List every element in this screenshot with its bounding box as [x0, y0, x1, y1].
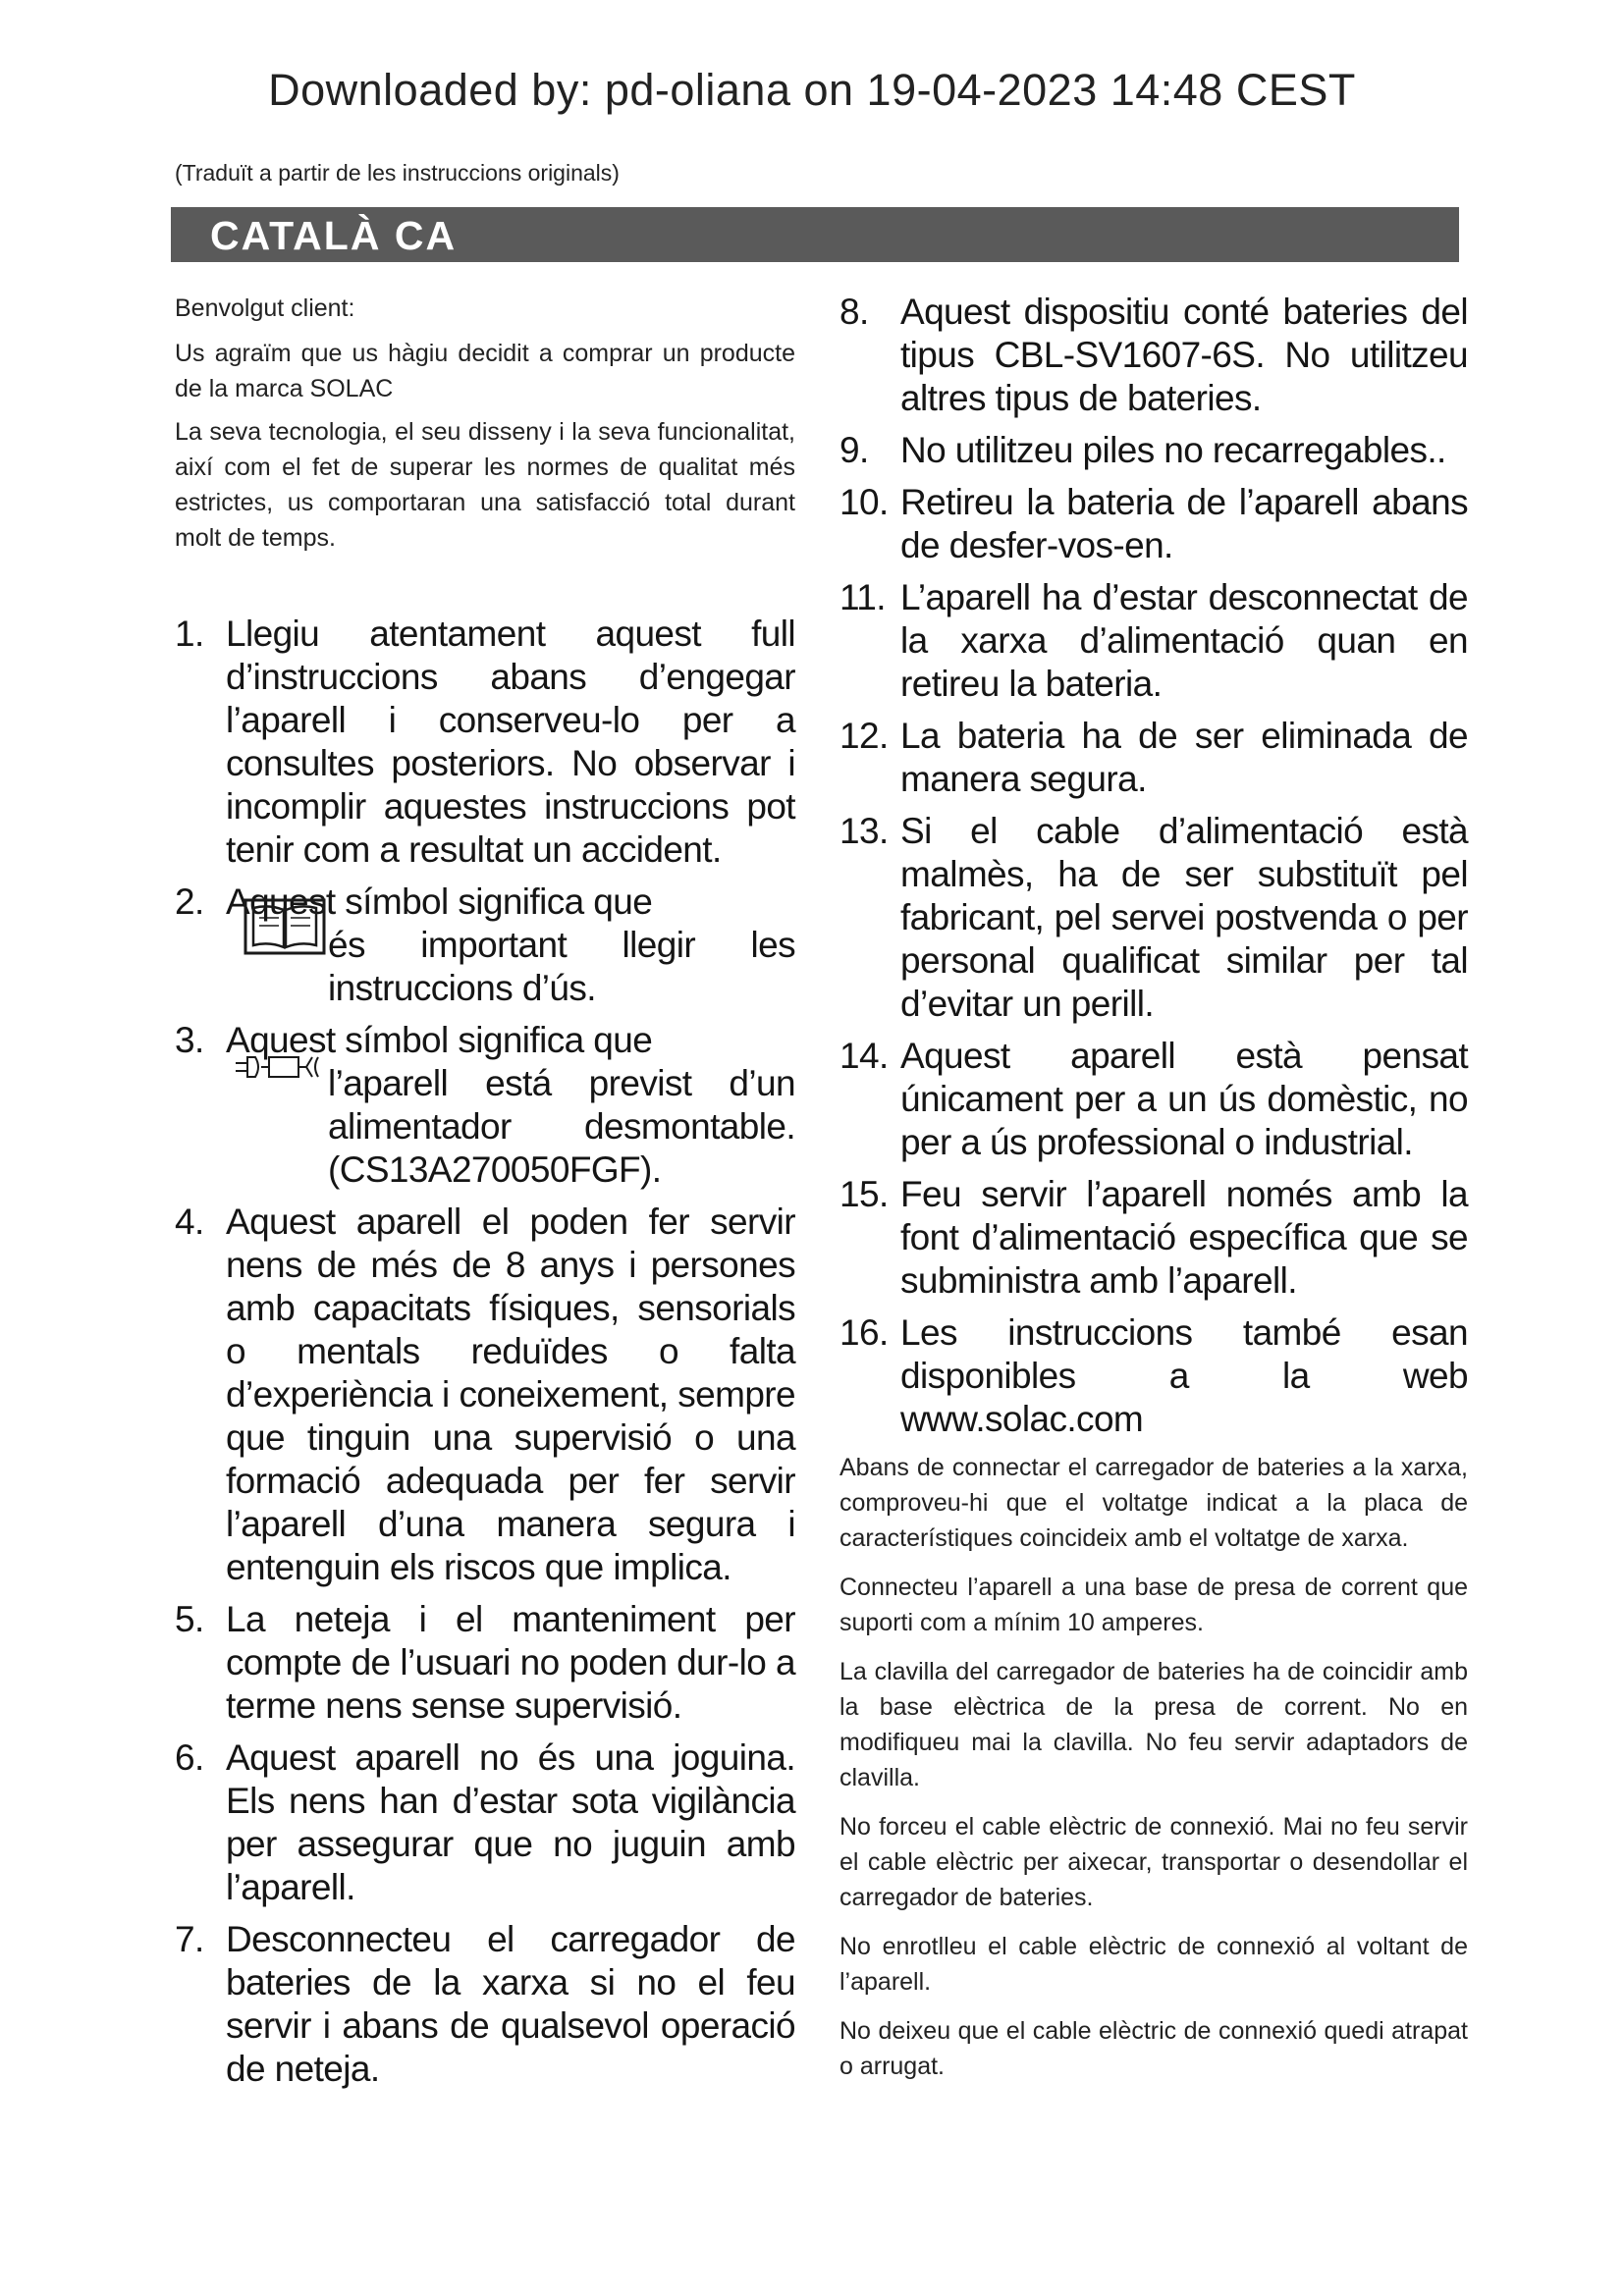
rule-text: l’aparell está previst d’un alimentador desmontable. (CS13A270050FGF). [328, 1063, 795, 1190]
rule-number: 8. [839, 292, 869, 332]
rule-text: Retireu la bateria de l’aparell abans de desfer-vos-en. [900, 482, 1468, 565]
rule-item [175, 1019, 795, 1192]
intro-paragraph: Us agraïm que us hàgiu decidit a comprar un producte de la marca SOLAC [175, 340, 795, 402]
rule-text: és important llegir les instruccions d’ús. [328, 925, 795, 1008]
rule-text: Llegiu atentament aquest full d’instruccions abans d’engegar l’aparell i conserveu-lo per a consultes posteriors. No observar i incomplir aquestes instruccions pot tenir com a resultat un accident. [226, 614, 795, 870]
rule-text: Aquest dispositiu conté bateries del tipus CBL-SV1607-6S. No utilitzeu altres tipus de bateries. [900, 292, 1468, 418]
note-paragraph: La clavilla del carregador de bateries ha de coincidir amb la base elèctrica de la presa de corrent. No en modifiqueu mai la clavilla. No feu servir adaptadors de clavilla. [839, 1658, 1468, 1791]
note-paragraph: Abans de connectar el carregador de bateries a la xarxa, comproveu-hi que el voltatge indicat a la placa de característiques coincideix amb el voltatge de xarxa. [839, 1454, 1468, 1552]
rules-list-left [175, 613, 795, 2091]
notes [839, 1450, 1468, 2084]
rule-number: 14. [839, 1036, 889, 1076]
rule-item [175, 1201, 795, 1589]
rule-item [175, 613, 795, 872]
intro-greeting: Benvolgut client: [175, 294, 355, 322]
rule-item [839, 576, 1468, 706]
rules-list-right [839, 291, 1468, 1441]
rule-text: Aquest símbol significa que [226, 881, 653, 922]
rule-text: La neteja i el manteniment per compte de l’usuari no poden dur-lo a terme nens sense supervisió. [226, 1599, 795, 1726]
rule-text: La bateria ha de ser eliminada de manera segura. [900, 716, 1468, 799]
rule-number: 7. [175, 1919, 204, 1959]
rule-text: No utilitzeu piles no recarregables.. [900, 430, 1446, 470]
rule-text: Desconnecteu el carregador de bateries de la xarxa si no el feu servir i abans de qualsevol operació de neteja. [226, 1919, 795, 2089]
rule-number: 1. [175, 614, 204, 654]
rule-number: 3. [175, 1020, 204, 1060]
rule-item [839, 1311, 1468, 1441]
note-paragraph: No deixeu que el cable elèctric de connexió quedi atrapat o arrugat. [839, 2017, 1468, 2080]
note-paragraph: No forceu el cable elèctric de connexió. Mai no feu servir el cable elèctric per aixecar, transportar o desendollar el carregador de bateries. [839, 1813, 1468, 1911]
rule-text: Feu servir l’aparell només amb la font d’alimentació específica que se subministra amb l’aparell. [900, 1174, 1468, 1301]
rule-text: Aquest símbol significa que [226, 1020, 653, 1060]
rule-item [175, 881, 795, 1010]
rule-number: 15. [839, 1174, 889, 1214]
intro [175, 291, 795, 556]
note-paragraph: Connecteu l’aparell a una base de presa de corrent que suporti com a mínim 10 amperes. [839, 1574, 1468, 1636]
rule-item [839, 1035, 1468, 1164]
rule-text: Aquest aparell està pensat únicament per a un ús domèstic, no per a ús professional o industrial. [900, 1036, 1468, 1162]
rule-text: Aquest aparell no és una joguina. Els nens han d’estar sota vigilància per assegurar que no juguin amb l’aparell. [226, 1737, 795, 1907]
rule-item [839, 481, 1468, 567]
detachable-power-supply-icon [234, 1048, 330, 1092]
section-title: CATALÀ CA [210, 213, 458, 258]
rule-number: 13. [839, 811, 889, 851]
rule-number: 16. [839, 1312, 889, 1353]
rule-number: 2. [175, 881, 204, 922]
translation-note: (Traduït a partir de les instruccions originals) [175, 160, 620, 186]
note-paragraph: No enrotlleu el cable elèctric de connexió al voltant de l’aparell. [839, 1933, 1468, 1996]
left-column [175, 291, 795, 2100]
rule-text: Les instruccions també esan disponibles a la web www.solac.com [900, 1312, 1468, 1439]
download-info: Downloaded by: pd-oliana on 19-04-2023 14:48 CEST [268, 65, 1356, 115]
rule-item [175, 1736, 795, 1909]
rule-number: 4. [175, 1201, 204, 1242]
right-column [839, 291, 1468, 2098]
rule-text: Si el cable d’alimentació està malmès, ha de ser substituït pel fabricant, pel servei postvenda o per personal qualificat similar per tal d’evitar un perill. [900, 811, 1468, 1024]
rule-item [175, 1918, 795, 2091]
section-title-bar [171, 207, 1459, 262]
book-icon [244, 898, 326, 965]
intro-paragraph: La seva tecnologia, el seu disseny i la seva funcionalitat, així com el fet de superar les normes de qualitat més estrictes, us comportaran una satisfacció total durant molt de temps. [175, 418, 795, 552]
rule-number: 12. [839, 716, 889, 756]
rule-text: Aquest aparell el poden fer servir nens de més de 8 anys i persones amb capacitats físiques, sensorials o mentals reduïdes o falta d’experiència i coneixement, sempre que tinguin una supervisió o una formació adequada per fer servir l’aparell d’una manera segura i entenguin els riscos que implica. [226, 1201, 795, 1587]
rule-item [839, 1173, 1468, 1303]
rule-number: 5. [175, 1599, 204, 1639]
rule-item [839, 429, 1468, 472]
rule-item [175, 1598, 795, 1728]
rule-number: 9. [839, 430, 869, 470]
rule-item [839, 715, 1468, 801]
rule-number: 11. [839, 577, 886, 617]
rule-item [839, 291, 1468, 420]
rule-number: 6. [175, 1737, 204, 1778]
rule-number: 10. [839, 482, 889, 522]
rule-item [839, 810, 1468, 1026]
rule-text: L’aparell ha d’estar desconnectat de la xarxa d’alimentació quan en retireu la bateria. [900, 577, 1468, 704]
